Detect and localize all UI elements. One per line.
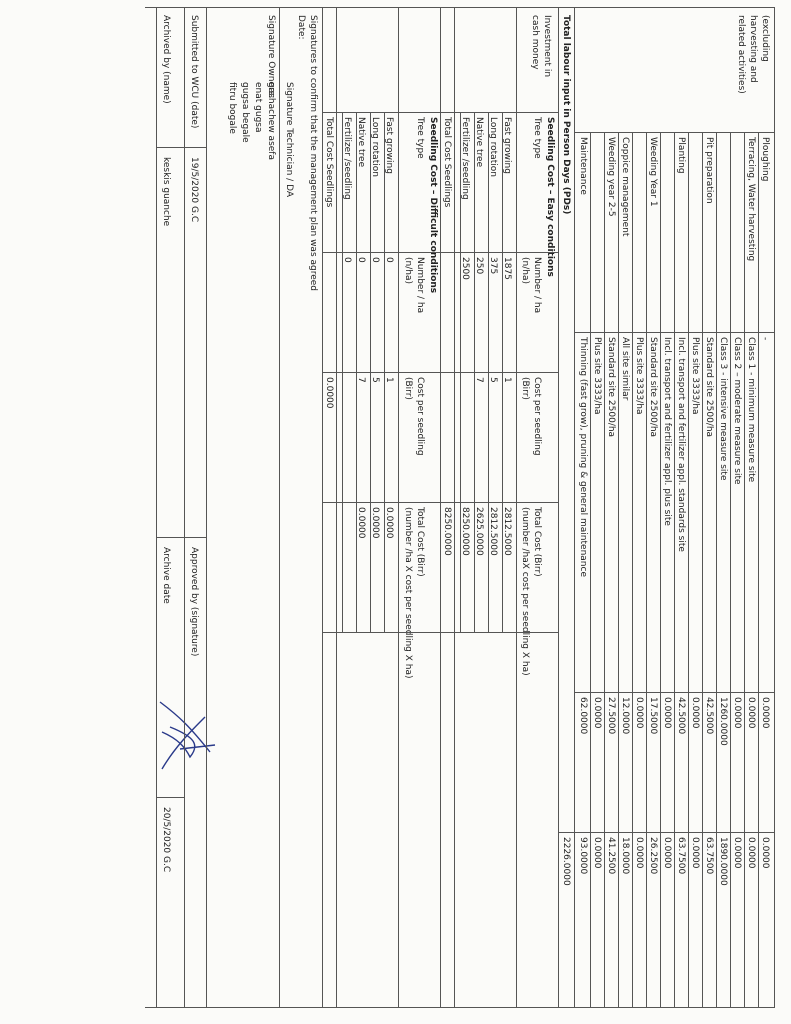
easy-col-number: Number / ha (532, 257, 542, 314)
grid-vline (323, 632, 559, 633)
easy-number-cell: 375 (488, 257, 498, 275)
grid-vline (323, 252, 559, 253)
total-cell: 1890.0000 (718, 837, 728, 886)
detail-cell: Standard site 2500/ha (648, 337, 658, 438)
easy-cost-cell: 7 (474, 377, 484, 383)
grid-hline (604, 132, 605, 1007)
archived-by-label: Archived by (name) (161, 15, 171, 104)
activity-cell: Planting (676, 137, 686, 174)
grid-hline (590, 132, 591, 1007)
easy-cost-cell: 1 (502, 377, 512, 383)
value-cell: 0.0000 (662, 697, 672, 729)
owner-name: gugsa begale (240, 82, 250, 143)
easy-total-cell: 2625.0000 (474, 507, 484, 556)
owner-name: enat gugsa (253, 82, 263, 133)
activity-cell: Ploughing (760, 137, 770, 182)
value-cell: 0.0000 (746, 697, 756, 729)
total-cell: 93.0000 (578, 837, 588, 875)
total-cell: 0.0000 (760, 837, 770, 869)
easy-type-cell: Long rotation (488, 117, 498, 177)
total-cell: 0.0000 (732, 837, 742, 869)
detail-cell: All site similar (620, 337, 630, 401)
grid-hline (279, 7, 280, 1007)
approval-signature-scribble (150, 697, 220, 777)
difficult-title: Seedling Cost – Difficult conditions (428, 117, 438, 294)
investment-label-line-2: cash money (530, 15, 540, 70)
difficult-type-cell: Fertilizer /seedling (342, 117, 352, 200)
group-label-line-1: (excluding (760, 15, 770, 62)
technician-label: Signature Technician / DA (284, 82, 294, 197)
difficult-col-number: Number / ha (415, 257, 425, 314)
easy-col-total-unit: (number /haX cost per seedling X ha) (520, 507, 530, 676)
grid-vline (575, 332, 775, 333)
easy-number-cell: 2500 (460, 257, 470, 280)
easy-title: Seedling Cost – Easy conditions (545, 117, 555, 277)
grid-vline (145, 7, 775, 8)
archive-date-value: 20/5/2020 G.C (161, 807, 171, 873)
value-cell: 1260.0000 (718, 697, 728, 746)
difficult-type-cell: Fast growing (384, 117, 394, 174)
activity-cell: Weeding Year 1 (648, 137, 658, 207)
difficult-cost-cell: 5 (370, 377, 380, 383)
difficult-col-cost-unit: (Birr) (403, 377, 413, 400)
grid-hline (558, 7, 559, 1007)
detail-cell: Class 3 - intensive measure site (718, 337, 728, 481)
grid-hline (574, 7, 575, 1007)
difficult-number-cell: 0 (342, 257, 352, 263)
rotated-document (15, 7, 775, 1017)
owner-name: fitru bogale (227, 82, 237, 134)
grid-hline (206, 7, 207, 1007)
value-cell: 62.0000 (578, 697, 588, 735)
detail-cell: - (760, 337, 770, 341)
difficult-cost-cell: 7 (356, 377, 366, 383)
grid-vline (323, 502, 559, 503)
grid-hline (322, 7, 323, 1007)
submitted-label: Submitted to WCU (date) (189, 15, 199, 129)
owner-name: gashachew asefa (266, 82, 276, 160)
grid-vline (575, 692, 775, 693)
investment-label-line-1: Investment in (542, 15, 552, 78)
value-cell: 0.0000 (732, 697, 742, 729)
grid-hline (156, 7, 157, 1007)
value-cell: 0.0000 (760, 697, 770, 729)
grid-hline (646, 132, 647, 1007)
detail-cell: Plus site 3333/ha (690, 337, 700, 415)
easy-number-cell: 1875 (502, 257, 512, 280)
easy-col-cost: Cost per seedling (532, 377, 542, 456)
total-cell: 18.0000 (620, 837, 630, 875)
difficult-type-cell: Long rotation (370, 117, 380, 177)
grid-hline (440, 7, 441, 1007)
easy-col-type: Tree type (532, 117, 542, 159)
grid-hline (744, 132, 745, 1007)
labour-total-value: 2226.0000 (561, 837, 571, 886)
difficult-col-number-unit: (n/ha) (403, 257, 413, 284)
value-cell: 27.5000 (606, 697, 616, 735)
easy-cost-cell: 5 (488, 377, 498, 383)
archived-by-value: keskis guanche (161, 157, 171, 227)
difficult-col-type: Tree type (415, 117, 425, 159)
easy-total-value: 8250.0000 (442, 507, 452, 556)
group-label-line-2: harvesting and (748, 15, 758, 83)
date-label: Date: (296, 15, 306, 40)
grid-hline (674, 132, 675, 1007)
grid-vline (559, 832, 775, 833)
easy-type-cell: Native tree (474, 117, 484, 168)
easy-col-total: Total Cost (Birr) (532, 507, 542, 577)
difficult-number-cell: 0 (370, 257, 380, 263)
easy-total-cell: 8250.0000 (460, 507, 470, 556)
value-cell: 0.0000 (634, 697, 644, 729)
difficult-total-cell: 0.0000 (384, 507, 394, 539)
total-cell: 26.2500 (648, 837, 658, 875)
grid-vline (157, 797, 185, 798)
submitted-value: 19/5/2020 G.C (189, 157, 199, 223)
activity-cell: Pit preparation (704, 137, 714, 204)
difficult-number-cell: 0 (356, 257, 366, 263)
total-cell: 0.0000 (690, 837, 700, 869)
difficult-total-cell: 0.0000 (370, 507, 380, 539)
grid-hline (730, 132, 731, 1007)
grid-vline (145, 1007, 775, 1008)
difficult-number-cell: 0 (384, 257, 394, 263)
difficult-col-cost: Cost per seedling (415, 377, 425, 456)
grid-hline (398, 7, 399, 1007)
detail-cell: Incl. transport and fertilizer appl. plus site (662, 337, 672, 526)
easy-total-cell: 2812.5000 (502, 507, 512, 556)
grid-vline (157, 537, 207, 538)
value-cell: 17.5000 (648, 697, 658, 735)
grid-vline (157, 147, 207, 148)
grid-hline (774, 7, 775, 1007)
total-cell: 63.7500 (676, 837, 686, 875)
easy-number-cell: 250 (474, 257, 484, 275)
approved-label: Approved by (signature) (189, 547, 199, 657)
detail-cell: Thinning (fast grow), pruning & general maintenance (578, 337, 588, 577)
total-cell: 63.7500 (704, 837, 714, 875)
detail-cell: Plus site 3333/ha (592, 337, 602, 415)
difficult-total-cell: 0.0000 (356, 507, 366, 539)
value-cell: 42.5000 (704, 697, 714, 735)
total-cell: 0.0000 (746, 837, 756, 869)
total-cell: 41.2500 (606, 837, 616, 875)
total-cell: 0.0000 (662, 837, 672, 869)
detail-cell: Class 2 – moderate measure site (732, 337, 742, 485)
detail-cell: Standard site 2500/ha (704, 337, 714, 438)
archive-date-label: Archive date (161, 547, 171, 604)
grid-hline (454, 7, 455, 1007)
easy-total-cell: 2812.5000 (488, 507, 498, 556)
difficult-col-total-unit: (number /ha X cost per seedling X ha) (403, 507, 413, 679)
difficult-col-total: Total Cost (Birr) (415, 507, 425, 577)
grid-hline (660, 132, 661, 1007)
grid-hline (716, 132, 717, 1007)
value-cell: 0.0000 (690, 697, 700, 729)
detail-cell: Incl. transport and fertilizer appl. standards site (676, 337, 686, 552)
activity-cell: Maintenance (578, 137, 588, 195)
detail-cell: Class 1 - minimum measure site (746, 337, 756, 483)
grid-hline (336, 7, 337, 1007)
difficult-cost-cell: 1 (384, 377, 394, 383)
easy-type-cell: Fertilizer /seedling (460, 117, 470, 200)
grid-vline (323, 112, 559, 113)
grid-hline (184, 7, 185, 1007)
total-cell: 0.0000 (634, 837, 644, 869)
detail-cell: Standard site 2500/ha (606, 337, 616, 438)
grid-hline (688, 132, 689, 1007)
grid-vline (575, 132, 775, 133)
grid-hline (758, 132, 759, 1007)
activity-cell: Weeding year 2-5 (606, 137, 616, 217)
grid-hline (702, 132, 703, 1007)
total-cell: 0.0000 (592, 837, 602, 869)
signatures-confirm-text: Signatures to confirm that the management plan was agreed (308, 15, 318, 292)
difficult-total-value: 0.0000 (324, 377, 334, 409)
value-cell: 0.0000 (592, 697, 602, 729)
labour-total-label: Total labour input in Person Days (PDs) (561, 15, 571, 215)
owners-label: Signature Owners: (266, 15, 276, 99)
easy-type-cell: Fast growing (502, 117, 512, 174)
activity-cell: Coppice management (620, 137, 630, 237)
detail-cell: Plus site 3333/ha (634, 337, 644, 415)
grid-hline (618, 132, 619, 1007)
group-label-line-3: related activities) (736, 15, 746, 94)
grid-hline (516, 7, 517, 1007)
difficult-type-cell: Native tree (356, 117, 366, 168)
value-cell: 42.5000 (676, 697, 686, 735)
easy-col-number-unit: (n/ha) (520, 257, 530, 284)
grid-hline (632, 132, 633, 1007)
easy-total-label: Total Cost Seedlings (442, 117, 452, 208)
value-cell: 12.0000 (620, 697, 630, 735)
grid-vline (323, 372, 559, 373)
activity-cell: Terracing, Water harvesting (746, 137, 756, 262)
easy-col-cost-unit: (Birr) (520, 377, 530, 400)
difficult-total-label: Total Cost Seedlings (324, 117, 334, 208)
